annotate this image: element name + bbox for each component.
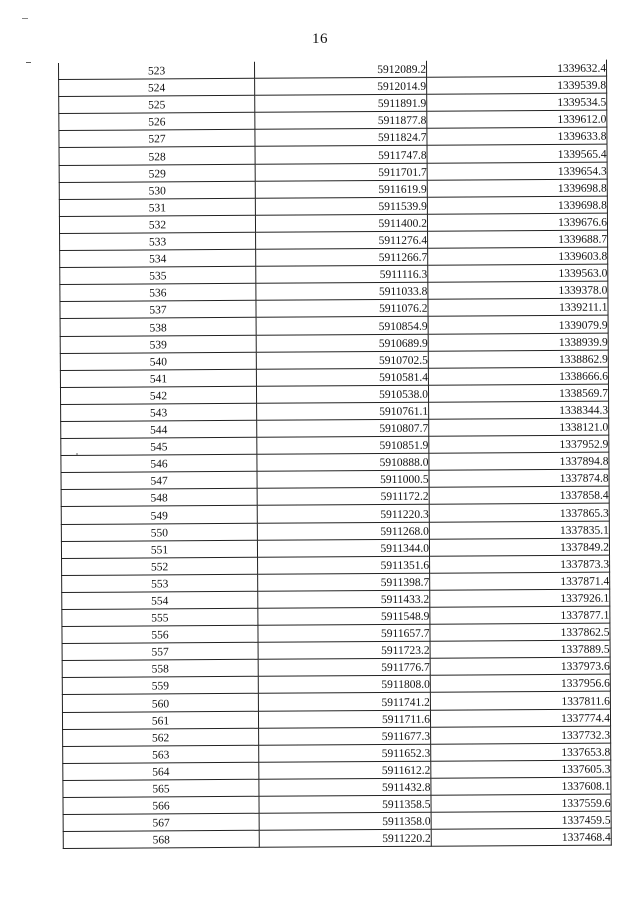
y-coordinate-cell: 1338666.6 [428, 367, 608, 385]
y-coordinate-cell: 1337874.8 [429, 469, 609, 487]
point-number-cell: 523 [58, 62, 254, 80]
point-number-cell: 543 [61, 403, 257, 421]
y-coordinate-cell: 1337865.3 [429, 504, 609, 522]
point-number-cell: 538 [60, 318, 256, 336]
point-number-cell: 546 [61, 454, 257, 472]
point-number-cell: 567 [63, 813, 259, 831]
y-coordinate-cell: 1339565.4 [427, 145, 607, 163]
point-number-cell: 532 [59, 215, 255, 233]
x-coordinate-cell: 5911398.7 [258, 573, 430, 591]
point-number-cell: 536 [60, 284, 256, 302]
point-number-cell: 547 [61, 472, 257, 490]
y-coordinate-cell: 1339698.8 [427, 179, 607, 197]
x-coordinate-cell: 5911033.8 [256, 282, 428, 300]
y-coordinate-cell: 1337894.8 [429, 452, 609, 470]
y-coordinate-cell: 1339211.1 [428, 298, 608, 316]
y-coordinate-cell: 1337871.4 [430, 572, 610, 590]
x-coordinate-cell: 5911808.0 [258, 676, 430, 694]
point-number-cell: 559 [62, 677, 258, 695]
x-coordinate-cell: 5910854.9 [256, 317, 428, 335]
x-coordinate-cell: 5911116.3 [256, 265, 428, 283]
point-number-cell: 550 [61, 523, 257, 541]
point-number-cell: 563 [63, 745, 259, 763]
x-coordinate-cell: 5911701.7 [255, 163, 427, 181]
x-coordinate-cell: 5911358.0 [259, 812, 431, 830]
y-coordinate-cell: 1339688.7 [428, 230, 608, 248]
y-coordinate-cell: 1339603.8 [428, 247, 608, 265]
y-coordinate-cell: 1337459.5 [431, 811, 611, 829]
point-number-cell: 560 [62, 694, 258, 712]
x-coordinate-cell: 5911824.7 [255, 129, 427, 147]
y-coordinate-cell: 1339612.0 [427, 110, 607, 128]
point-number-cell: 533 [60, 232, 256, 250]
point-number-cell: 545 [61, 437, 257, 455]
x-coordinate-cell: 5911539.9 [255, 197, 427, 215]
y-coordinate-cell: 1339079.9 [428, 316, 608, 334]
y-coordinate-cell: 1337858.4 [429, 486, 609, 504]
y-coordinate-cell: 1337849.2 [429, 538, 609, 556]
point-number-cell: 531 [59, 198, 255, 216]
x-coordinate-cell: 5910888.0 [257, 453, 429, 471]
y-coordinate-cell: 1337873.3 [430, 555, 610, 573]
y-coordinate-cell: 1339676.6 [427, 213, 607, 231]
y-coordinate-cell: 1339654.3 [427, 162, 607, 180]
x-coordinate-cell: 5911891.9 [255, 94, 427, 112]
y-coordinate-cell: 1337559.6 [431, 794, 611, 812]
coordinates-table-wrapper [58, 60, 611, 850]
x-coordinate-cell: 5911276.4 [256, 231, 428, 249]
scan-artifact [22, 18, 28, 19]
point-number-cell: 527 [59, 130, 255, 148]
table-row [63, 828, 611, 848]
point-number-cell: 564 [63, 762, 259, 780]
point-number-cell: 535 [60, 266, 256, 284]
point-number-cell: 548 [61, 489, 257, 507]
x-coordinate-cell: 5911877.8 [255, 112, 427, 130]
y-coordinate-cell: 1337653.8 [431, 743, 611, 761]
x-coordinate-cell: 5911076.2 [256, 300, 428, 318]
y-coordinate-cell: 1338939.9 [428, 333, 608, 351]
y-coordinate-cell: 1339563.0 [428, 264, 608, 282]
point-number-cell: 540 [60, 352, 256, 370]
point-number-cell: 561 [62, 711, 258, 729]
point-number-cell: 553 [62, 574, 258, 592]
point-number-cell: 544 [61, 420, 257, 438]
point-number-cell: 551 [61, 540, 257, 558]
y-coordinate-cell: 1337468.4 [431, 828, 611, 846]
x-coordinate-cell: 5911433.2 [258, 590, 430, 608]
point-number-cell: 565 [63, 779, 259, 797]
y-coordinate-cell: 1337952.9 [429, 435, 609, 453]
page-number: 16 [312, 31, 328, 47]
point-number-cell: 557 [62, 642, 258, 660]
point-number-cell: 526 [59, 113, 255, 131]
x-coordinate-cell: 5910538.0 [256, 385, 428, 403]
point-number-cell: 537 [60, 301, 256, 319]
x-coordinate-cell: 5911548.9 [258, 607, 430, 625]
x-coordinate-cell: 5911358.5 [259, 795, 431, 813]
y-coordinate-cell: 1339698.8 [427, 196, 607, 214]
x-coordinate-cell: 5911677.3 [259, 727, 431, 745]
x-coordinate-cell: 5911741.2 [258, 693, 430, 711]
point-number-cell: 542 [60, 386, 256, 404]
x-coordinate-cell: 5911612.2 [259, 761, 431, 779]
point-number-cell: 568 [63, 831, 259, 849]
x-coordinate-cell: 5912014.9 [255, 77, 427, 95]
x-coordinate-cell: 5911619.9 [255, 180, 427, 198]
point-number-cell: 558 [62, 660, 258, 678]
point-number-cell: 534 [60, 249, 256, 267]
y-coordinate-cell: 1337956.6 [430, 675, 610, 693]
y-coordinate-cell: 1339633.8 [427, 128, 607, 146]
y-coordinate-cell: 1339534.5 [427, 93, 607, 111]
x-coordinate-cell: 5911000.5 [257, 470, 429, 488]
x-coordinate-cell: 5911344.0 [257, 539, 429, 557]
x-coordinate-cell: 5911776.7 [258, 659, 430, 677]
y-coordinate-cell: 1337926.1 [430, 589, 610, 607]
y-coordinate-cell: 1337889.5 [430, 640, 610, 658]
x-coordinate-cell: 5911400.2 [255, 214, 427, 232]
x-coordinate-cell: 5911432.8 [259, 778, 431, 796]
x-coordinate-cell: 5911172.2 [257, 488, 429, 506]
y-coordinate-cell: 1338344.3 [429, 401, 609, 419]
y-coordinate-cell: 1337862.5 [430, 623, 610, 641]
coordinates-table-body [58, 60, 611, 849]
x-coordinate-cell: 5911747.8 [255, 146, 427, 164]
y-coordinate-cell: 1337877.1 [430, 606, 610, 624]
coordinates-table [58, 60, 612, 850]
y-coordinate-cell: 1337732.3 [431, 726, 611, 744]
x-coordinate-cell: 5910689.9 [256, 334, 428, 352]
x-coordinate-cell: 5911351.6 [258, 556, 430, 574]
point-number-cell: 552 [62, 557, 258, 575]
y-coordinate-cell: 1337973.6 [430, 657, 610, 675]
x-coordinate-cell: 5910581.4 [256, 368, 428, 386]
x-coordinate-cell: 5911266.7 [256, 248, 428, 266]
x-coordinate-cell: 5910851.9 [257, 436, 429, 454]
point-number-cell: 541 [60, 369, 256, 387]
y-coordinate-cell: 1337774.4 [430, 709, 610, 727]
y-coordinate-cell: 1339632.4 [426, 60, 606, 78]
x-coordinate-cell: 5911220.2 [259, 829, 431, 847]
y-coordinate-cell: 1338121.0 [429, 418, 609, 436]
point-number-cell: 562 [63, 728, 259, 746]
point-number-cell: 539 [60, 335, 256, 353]
scan-artifact [26, 62, 31, 63]
x-coordinate-cell: 5910702.5 [256, 351, 428, 369]
point-number-cell: 530 [59, 181, 255, 199]
y-coordinate-cell: 1338862.9 [428, 350, 608, 368]
point-number-cell: 556 [62, 625, 258, 643]
point-number-cell: 566 [63, 796, 259, 814]
point-number-cell: 549 [61, 506, 257, 524]
y-coordinate-cell: 1338569.7 [428, 384, 608, 402]
y-coordinate-cell: 1339378.0 [428, 281, 608, 299]
y-coordinate-cell: 1337811.6 [430, 692, 610, 710]
x-coordinate-cell: 5911220.3 [257, 505, 429, 523]
x-coordinate-cell: 5911723.2 [258, 641, 430, 659]
y-coordinate-cell: 1339539.8 [427, 76, 607, 94]
point-number-cell: 529 [59, 164, 255, 182]
point-number-cell: 525 [59, 95, 255, 113]
point-number-cell: 524 [59, 78, 255, 96]
x-coordinate-cell: 5910761.1 [257, 402, 429, 420]
y-coordinate-cell: 1337608.1 [431, 777, 611, 795]
y-coordinate-cell: 1337835.1 [429, 521, 609, 539]
point-number-cell: 555 [62, 608, 258, 626]
x-coordinate-cell: 5910807.7 [257, 419, 429, 437]
x-coordinate-cell: 5911657.7 [258, 624, 430, 642]
x-coordinate-cell: 5911268.0 [257, 522, 429, 540]
point-number-cell: 554 [62, 591, 258, 609]
x-coordinate-cell: 5912089.2 [254, 61, 426, 79]
y-coordinate-cell: 1337605.3 [431, 760, 611, 778]
x-coordinate-cell: 5911711.6 [258, 710, 430, 728]
point-number-cell: 528 [59, 147, 255, 165]
x-coordinate-cell: 5911652.3 [259, 744, 431, 762]
